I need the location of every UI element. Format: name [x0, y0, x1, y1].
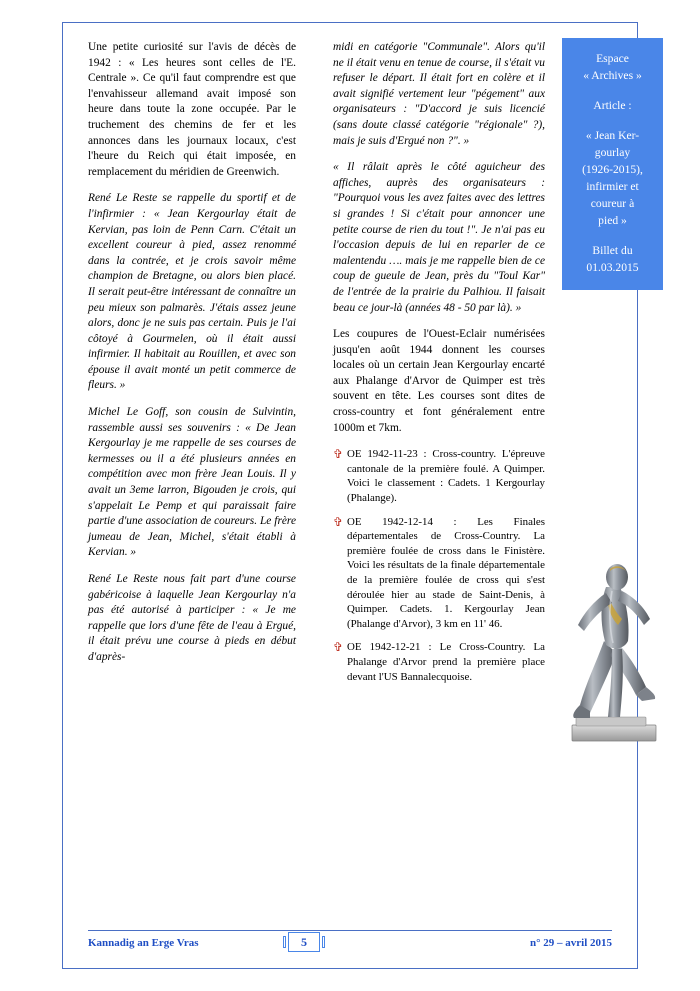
paragraph: René Le Reste nous fait part d'une course gabéricoise à laquelle Jean Kergourlay n'a pas été autorisé à participer : « Je me rappelle que lors d'une fête de l'eau à Ergué, il était prévu une course à pieds en début d'après- [88, 573, 296, 663]
source-entry [333, 515, 545, 632]
sidebar-line: Espace [596, 52, 629, 65]
paragraph: midi en catégorie "Communale". Alors qu'il ne il était venu en tenue de course, il s'était vu refuser le départ. Il était fort en colère et il avait signifié vertement leur "pégement" aux organisateurs : "D'accord je suis licencié (sans doute classé catégorie "régionale" ?), mais je suis d'Ergué non ?". » [333, 41, 545, 147]
source-text: OE 1942-11-23 : Cross-country. L'épreuve cantonale de la première foulé. A Quimper. Voici le classement : Cadets. 1 Kergourlay (Phalange). [347, 448, 545, 505]
archives-sidebar-box [562, 38, 663, 290]
footer-left-label: Kannadig an Erge Vras [88, 937, 199, 949]
sidebar-group [568, 127, 657, 229]
source-entry [333, 447, 545, 505]
paragraph: René Le Reste se rappelle du sportif et de l'infirmier : « Jean Kergourlay était de Kervian, pas loin de Penn Carn. C'était un excellent coureur à pied, assez renommé dans la contrée, et je crois savoir même champion de Bretagne, ou alors bien placé. Il serait peut-être intéressant de connaître un peu mieux son palmarès. J'étais assez jeune alors, donc je ne suis pas certain. Puis je l'ai côtoyé à Gourmelen, où il était aussi infirmier. Il habitait au Rouillen, et avec son épouse il avait monté un petit commerce de fleurs. » [88, 192, 296, 392]
paragraph: « Il râlait après le côté aguicheur des affiches, auprès des organisateurs : "Pourquoi vous les avez faites avec des lettres si grandes ! Si c'était pour annoncer une petite course de rien du tout !". Je n'ai pas eu l'occasion depuis de lui en reparler de ce malentendu …. mais je me rappelle bien de ce coup de gueule de Jean, près du "Toul Kar" de l'entrée de la prairie du Palhiou. Il faisait beau ce jour-là (années 48 - 50 par là). » [333, 161, 545, 314]
sidebar-line: pied » [598, 214, 627, 227]
runner-statue-image [560, 545, 668, 757]
sidebar-group [568, 242, 657, 276]
cross-icon: ✞ [333, 514, 344, 529]
page-number-badge: 5 [288, 932, 320, 952]
sidebar-line: « Jean Ker- [585, 129, 640, 142]
paragraph: Une petite curiosité sur l'avis de décès de 1942 : « Les heures sont celles de l'E. Centrale ». Ce qu'il faut comprendre est que l'envahisseur allemand avait imposé son heure dans toute la zone occupée. Par le truchement des chemins de fer et les annonces dans les journaux locaux, c'est l'heure du Reich qui était imposée, en remplacement du méridien de Greenwich. [88, 41, 296, 178]
sidebar-line: Article : [593, 99, 632, 112]
cross-icon: ✞ [333, 447, 344, 462]
source-entry [333, 640, 545, 684]
sidebar-line: (1926-2015), [582, 163, 643, 176]
cross-icon: ✞ [333, 640, 344, 655]
sidebar-line: Billet du [592, 244, 633, 257]
footer-divider [88, 930, 612, 931]
sidebar-line: infirmier et [586, 180, 639, 193]
sidebar-group [568, 50, 657, 84]
source-text: OE 1942-12-21 : Le Cross-Country. La Phalange d'Arvor prend la première place devant l'US Bannalecquoise. [347, 641, 545, 683]
sidebar-line: coureur à [590, 197, 635, 210]
left-text-column [88, 40, 296, 677]
sidebar-line: « Archives » [583, 69, 642, 82]
paragraph: Michel Le Goff, son cousin de Sulvintin, rassemble aussi ses souvenirs : « De Jean Kergourlay je me rappelle de ses courses de kermesses ou il a été plusieurs années en compétition avec mon frère Jean Louis. Il y avait un 3eme larron, Bigouden je crois, qui s'appelait Le Pemp et qui paraissait faire partie d'une association de coureurs. Le frère jumeau de Jean, Michel, s'était établi à Kervian. » [88, 406, 296, 559]
sidebar-line: gourlay [594, 146, 631, 159]
middle-text-column [333, 40, 545, 693]
paragraph: Les coupures de l'Ouest-Eclair numérisées jusqu'en août 1944 donnent les courses locales où un certain Jean Kergourlay encarté aux Phalange d'Arvor de Quimper est très souvent en tête. Les courses sont dites de cross-country et font généralement entre 1000m et 7km. [333, 328, 545, 434]
footer-right-label: n° 29 – avril 2015 [529, 937, 612, 949]
sidebar-group [568, 97, 657, 114]
sidebar-line: 01.03.2015 [586, 261, 639, 274]
source-text: OE 1942-12-14 : Les Finales départementales de Cross-Country. La première foulée de cross dans le Finistère. Voici les résultats de la finale départementale de la première foulée de cross qui s'est déroulée hier au stade de Saint-Denis, à Quimper. Cadets. 1. Kergourlay Jean (Phalange d'Arvor), 3 km en 11' 46. [347, 515, 545, 630]
